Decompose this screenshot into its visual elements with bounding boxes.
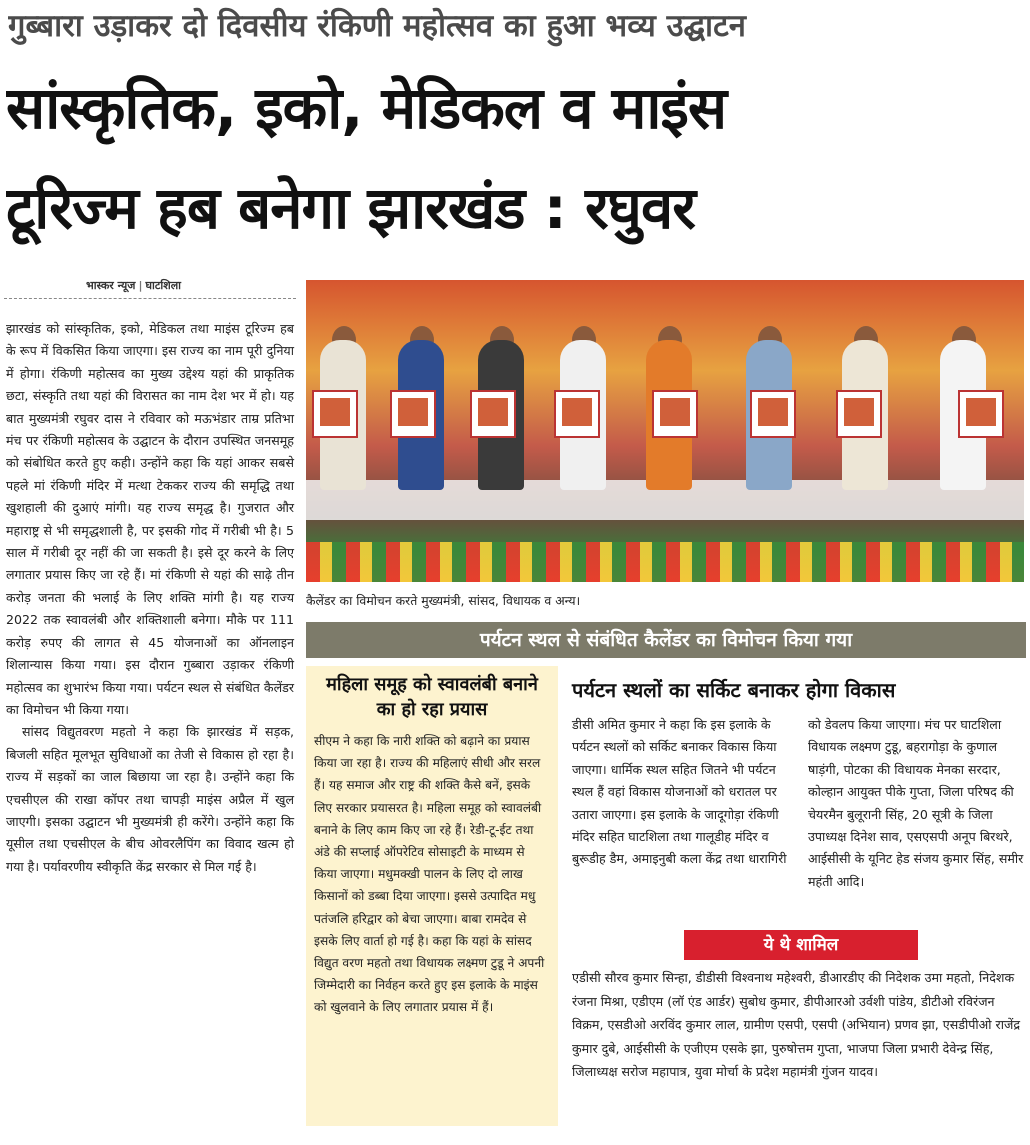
- calendar-held: [750, 390, 796, 438]
- calendar-held: [554, 390, 600, 438]
- main-headline: [6, 58, 1024, 258]
- calendar-held: [652, 390, 698, 438]
- calendar-held: [836, 390, 882, 438]
- byline-source: भास्कर न्यूज: [86, 279, 136, 292]
- article-left-column: [6, 318, 294, 878]
- byline-rule: [4, 298, 296, 299]
- headline-line-2: टूरिज्म हब बनेगा झारखंड : रघुवर: [6, 174, 695, 242]
- byline: [86, 278, 181, 293]
- calendar-held: [390, 390, 436, 438]
- byline-place: घाटशिला: [145, 279, 181, 292]
- attendees-body: [572, 966, 1024, 1084]
- circuit-title: पर्यटन स्थलों का सर्किट बनाकर होगा विकास: [572, 678, 896, 702]
- circuit-column-2: [808, 714, 1030, 893]
- byline-separator: |: [138, 279, 143, 292]
- flower-decoration: [306, 542, 1024, 582]
- headline-line-1: सांस्कृतिक, इको, मेडिकल व माइंस: [6, 74, 727, 142]
- women-box-title: महिला समूह को स्वावलंबी बनाने का हो रहा प्रयास: [326, 674, 538, 720]
- circuit-column-1: [572, 714, 794, 871]
- women-box-body: [314, 730, 550, 1019]
- kicker-headline: गुब्बारा उड़ाकर दो दिवसीय रंकिणी महोत्सव का हुआ भव्य उद्घाटन: [8, 8, 746, 44]
- article-paragraph: झारखंड को सांस्कृतिक, इको, मेडिकल तथा माइंस टूरिज्म हब के रूप में विकसित किया जाएगा। इस राज्य का नाम पूरी दुनिया में होगा। रंकिणी महोत्सव का मुख्य उद्देश्य यहां की प्राकृतिक छटा, संस्कृति तथा यहां की विरासत का नाम देश भर में हो। यह बात मुख्यमंत्री रघुवर दास ने रविवार को मऊभंडार ताम्र प्रतिभा मंच पर रंकिणी महोत्सव के उद्घाटन के दौरान उपस्थित जनसमूह को संबोधित करते हुए कही। उन्होंने कहा कि यहां आकर सबसे पहले मां रंकिणी मंदिर में मत्था टेककर राज्य की समृद्धि तथा खुशहाली की दुआएं मांगी। यह राज्य समृद्ध है। गुजरात और महाराष्ट्र से भी समृद्धशाली है, पर इसकी गोद में गरीबी भी है। 5 साल में गरीबी दूर नहीं की जा सकती है। इसे दूर करने के लिए लगातार प्रयास किए जा रहे हैं। मां रंकिणी से यहां की साढ़े तीन करोड़ जनता की भलाई के लिए शक्ति मांगी है। यह राज्य 2022 तक स्वावलंबी और शक्तिशाली बनेगा। मौके पर 111 करोड़ रुपए की लागत से 45 योजनाओं का ऑनलाइन शिलान्यास किया गया। इस दौरान गुब्बारा उड़ाकर रंकिणी महोत्सव का शुभारंभ किया गया। पर्यटन स्थल से संबंधित कैलेंडर का विमोचन भी किया गया।: [6, 321, 294, 717]
- calendar-held: [470, 390, 516, 438]
- event-photo: [306, 280, 1024, 582]
- article-paragraph: सांसद विद्युतवरण महतो ने कहा कि झारखंड में सड़क, बिजली सहित मूलभूत सुविधाओं का तेजी से विकास हो रहा है। राज्य में सड़कों का जाल बिछाया जा रहा है। उन्होंने कहा कि एचसीएल की राखा कॉपर तथा चापड़ी माइंस अप्रैल में खुल जाएगी। इसका उद्घाटन भी मुख्यमंत्री ही करेंगे। उन्होंने कहा कि यूसील तथा एचसीएल के बीच ओवरलैपिंग का विवाद खत्म हो गया है। पर्यावरणीय स्वीकृति केंद्र सरकार से मिल गई है।: [6, 724, 294, 874]
- attendees-paragraph: एडीसी सौरव कुमार सिन्हा, डीडीसी विश्वनाथ महेश्वरी, डीआरडीए की निदेशक उमा महतो, निदेशक रंजना मिश्रा, एडीएम (लॉ एंड आर्डर) सुबोध कुमार, डीपीआरओ उर्वशी पांडेय, डीटीओ रविरंजन विक्रम, एसडीओ अरविंद कुमार लाल, ग्रामीण एसपी, एसपी (अभियान) प्रणव झा, एसडीपीओ राजेंद्र कुमार दुबे, आईसीसी के एजीएम एसके झा, पुरुषोत्तम गुप्ता, भाजपा जिला प्रभारी देवेन्द्र सिंह, जिलाध्यक्ष सरोज महापात्र, युवा मोर्चा के प्रदेश महामंत्री गुंजन यादव।: [572, 970, 1021, 1080]
- photo-caption: कैलेंडर का विमोचन करते मुख्यमंत्री, सांसद, विधायक व अन्य।: [306, 593, 581, 608]
- circuit-paragraph: को डेवलप किया जाएगा। मंच पर घाटशिला विधायक लक्ष्मण टुडू, बहरागोड़ा के कुणाल षाड़ंगी, पोटका की विधायक मेनका सरदार, कोल्हान आयुक्त पीके गुप्ता, जिला परिषद की चेयरमैन बुलूरानी सिंह, 20 सूत्री के जिला उपाध्यक्ष दिनेश साव, एसएसपी अनूप बिरथरे, आईसीसी के यूनिट हेड संजय कुमार सिंह, समीर महंती आदि।: [808, 717, 1024, 889]
- calendar-held: [958, 390, 1004, 438]
- women-box-paragraph: सीएम ने कहा कि नारी शक्ति को बढ़ाने का प्रयास किया जा रहा है। राज्य की महिलाएं सीधी और सरल हैं। यह समाज और राष्ट्र की शक्ति कैसे बनें, इसके लिए सरकार प्रयासरत है। महिला समूह को स्वावलंबी बनाने के लिए काम किए जा रहे हैं। रेडी-टू-ईट तथा अंडे की सप्लाई ऑपरेटिव सोसाइटी के माध्यम से किया जाएगा। मधुमक्खी पालन के लिए दो लाख किसानों को डब्बा दिया जाएगा। इससे उत्पादित मधु पतंजलि हरिद्वार को बेचा जाएगा। बाबा रामदेव से इसके लिए वार्ता हो गई है। कहा कि यहां के सांसद विद्युत वरण महतो तथा विधायक लक्ष्मण टुडू ने अपनी जिम्मेदारी का निर्वहन करते हुए इस इलाके के माइंस को खुलवाने के लिए लगातार प्रयास में हैं।: [314, 734, 545, 1015]
- attendees-heading: ये थे शामिल: [684, 930, 918, 960]
- women-group-box: [306, 666, 558, 1126]
- circuit-paragraph: डीसी अमित कुमार ने कहा कि इस इलाके के पर्यटन स्थलों को सर्किट बनाकर विकास किया जाएगा। धार्मिक स्थल सहित जितने भी पर्यटन स्थल हैं वहां विकास योजनाओं को धरातल पर उतारा जाएगा। इस इलाके के जादूगोड़ा रंकिणी मंदिर सहित घाटशिला तथा गालूडीह मंदिर व बुरूडीह डैम, अमाइनुबी कला केंद्र तथा धारागिरी: [572, 717, 787, 867]
- section-banner: पर्यटन स्थल से संबंधित कैलेंडर का विमोचन किया गया: [306, 622, 1026, 658]
- calendar-held: [312, 390, 358, 438]
